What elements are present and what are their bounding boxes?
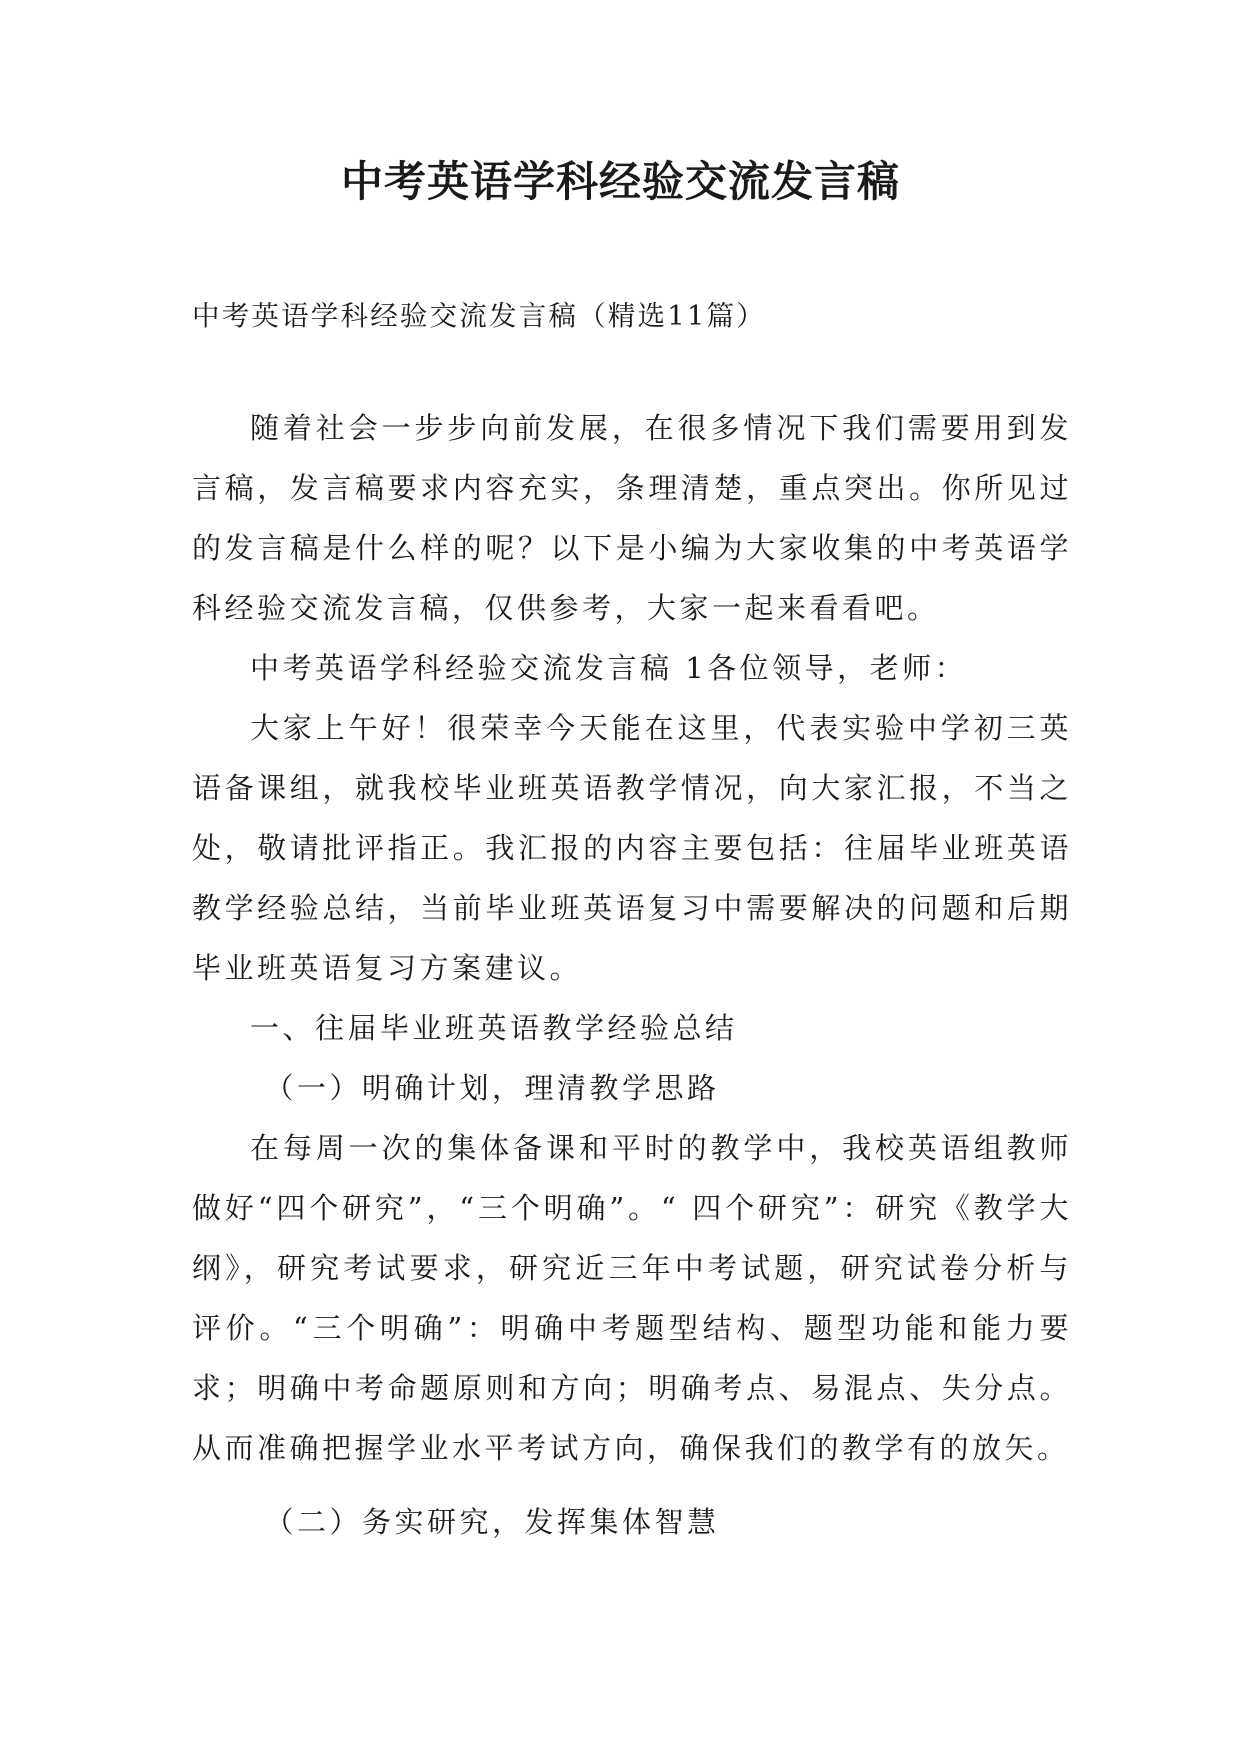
- paragraph-greeting: 大家上午好！很荣幸今天能在这里，代表实验中学初三英语备课组，就我校毕业班英语教学情况，向大家汇报，不当之处，敬请批评指正。我汇报的内容主要包括：往届毕业班英语教学经验总结，当前毕业班英语复习中需要解决的问题和后期毕业班英语复习方案建议。: [192, 711, 1072, 985]
- paragraph-research: 在每周一次的集体备课和平时的教学中，我校英语组教师做好“四个研究”，“三个明确”。“ 四个研究”：研究《教学大纲》，研究考试要求，研究近三年中考试题，研究试卷分析与评价。“三个明确”：明确中考题型结构、题型功能和能力要求；明确中考命题原则和方向；明确考点、易混点、失分点。从而准确把握学业水平考试方向，确保我们的教学有的放矢。: [192, 1131, 1072, 1465]
- paragraph-intro: 随着社会一步步向前发展，在很多情况下我们需要用到发言稿，发言稿要求内容充实，条理清楚，重点突出。你所见过的发言稿是什么样的呢？以下是小编为大家收集的中考英语学科经验交流发言稿，仅供参考，大家一起来看看吧。: [192, 411, 1072, 625]
- subsection-heading-2: （二）务实研究，发挥集体智慧: [264, 1505, 720, 1539]
- document-subtitle: 中考英语学科经验交流发言稿（精选11篇）: [192, 300, 766, 332]
- paragraph-speech-1-opening: 中考英语学科经验交流发言稿 1各位领导，老师：: [250, 651, 968, 685]
- document-title: 中考英语学科经验交流发言稿: [340, 157, 900, 206]
- document-body: [192, 398, 1072, 1552]
- section-heading-1: 一、往届毕业班英语教学经验总结: [250, 1011, 738, 1045]
- subsection-heading-1: （一）明确计划，理清教学思路: [264, 1071, 720, 1105]
